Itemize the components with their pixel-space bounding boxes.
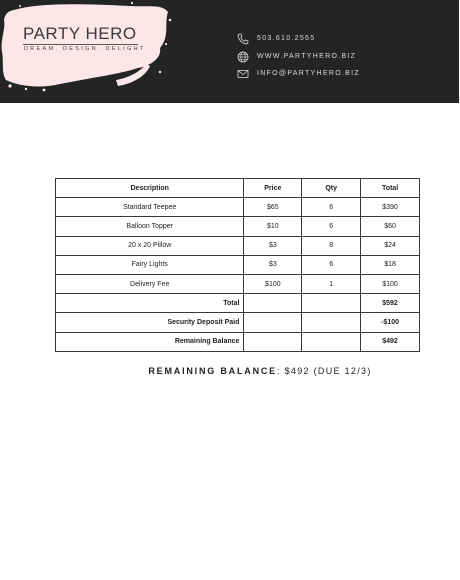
summary-label: Remaining Balance	[56, 332, 244, 351]
empty-cell	[244, 294, 302, 313]
summary-row-deposit	[56, 313, 420, 332]
empty-cell	[302, 294, 361, 313]
empty-cell	[302, 313, 361, 332]
column-header-description: Description	[56, 179, 244, 198]
cell-description: Balloon Topper	[56, 217, 244, 236]
cell-description: 20 x 20 Pillow	[56, 236, 244, 255]
table-row	[56, 274, 420, 293]
cell-total: $24	[361, 236, 420, 255]
summary-label: Total	[56, 294, 244, 313]
summary-row-remaining	[56, 332, 420, 351]
cell-price: $3	[244, 236, 302, 255]
table-row	[56, 198, 420, 217]
summary-row-total	[56, 294, 420, 313]
phone-number: 503.610.2565	[257, 35, 316, 42]
cell-qty: 6	[302, 198, 361, 217]
mail-icon	[237, 68, 249, 80]
contact-website	[237, 50, 356, 63]
header-banner	[0, 0, 459, 103]
remaining-balance-value: : $492 (DUE 12/3)	[276, 366, 372, 376]
contact-phone	[237, 32, 315, 45]
table-row	[56, 236, 420, 255]
remaining-balance-label: REMAINING BALANCE	[148, 366, 277, 376]
email-address: INFO@PARTYHERO.BIZ	[257, 70, 360, 77]
contact-email	[237, 67, 360, 80]
cell-qty: 6	[302, 255, 361, 274]
cell-price: $65	[244, 198, 302, 217]
cell-qty: 8	[302, 236, 361, 255]
brand-tagline: DREAM. DESIGN. DELIGHT	[24, 46, 146, 52]
invoice-table	[55, 178, 420, 352]
cell-total: $100	[361, 274, 420, 293]
empty-cell	[244, 313, 302, 332]
cell-total: $390	[361, 198, 420, 217]
remaining-balance-line	[0, 366, 460, 376]
globe-icon	[237, 51, 249, 63]
cell-total: $18	[361, 255, 420, 274]
summary-label: Security Deposit Paid	[56, 313, 244, 332]
brand-title: PARTY HERO	[23, 24, 137, 43]
column-header-qty: Qty	[302, 179, 361, 198]
summary-value: -$100	[361, 313, 420, 332]
cell-price: $10	[244, 217, 302, 236]
brand-divider	[23, 44, 138, 45]
cell-description: Fairy Lights	[56, 255, 244, 274]
empty-cell	[244, 332, 302, 351]
cell-price: $3	[244, 255, 302, 274]
table-row	[56, 255, 420, 274]
table-header-row	[56, 179, 420, 198]
cell-description: Delivery Fee	[56, 274, 244, 293]
cell-description: Standard Teepee	[56, 198, 244, 217]
column-header-price: Price	[244, 179, 302, 198]
phone-icon	[237, 33, 249, 45]
table-row	[56, 217, 420, 236]
empty-cell	[302, 332, 361, 351]
column-header-total: Total	[361, 179, 420, 198]
summary-value: $492	[361, 332, 420, 351]
cell-qty: 1	[302, 274, 361, 293]
cell-total: $60	[361, 217, 420, 236]
summary-value: $592	[361, 294, 420, 313]
website-url: WWW.PARTYHERO.BIZ	[257, 53, 357, 60]
cell-price: $100	[244, 274, 302, 293]
cell-qty: 6	[302, 217, 361, 236]
